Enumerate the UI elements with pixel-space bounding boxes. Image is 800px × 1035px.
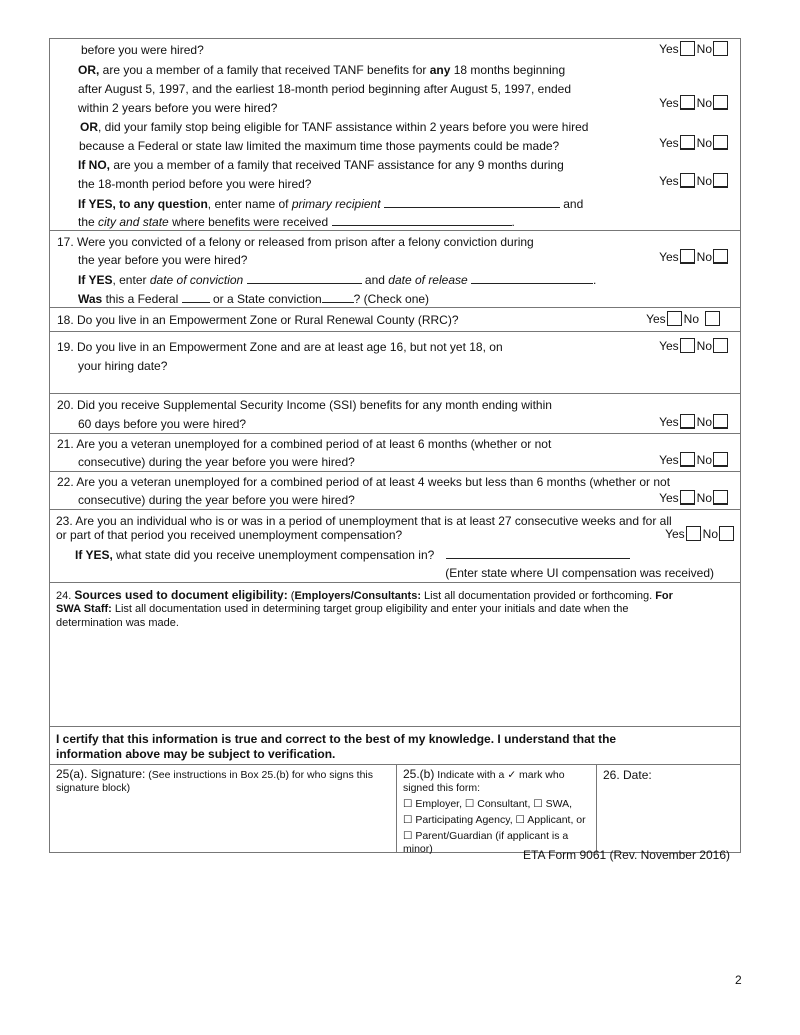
no-checkbox[interactable]: [713, 173, 728, 188]
ui-state-field[interactable]: [446, 547, 630, 559]
q16-or2-line1: OR, did your family stop being eligible for TANF assistance within 2 years before you were hired: [80, 120, 589, 134]
section-q21: [50, 434, 740, 472]
q24-line3: determination was made.: [56, 617, 179, 629]
city-state-field[interactable]: [332, 214, 512, 226]
q16-or1-line3: within 2 years before you were hired?: [78, 101, 278, 115]
form-page: [49, 38, 741, 853]
yes-label: Yes: [659, 339, 679, 353]
yes-checkbox[interactable]: [680, 249, 695, 264]
yes-checkbox[interactable]: [680, 338, 695, 353]
date-of-release-field[interactable]: [471, 272, 593, 284]
q21-yes-no: [659, 452, 730, 467]
q16-yes-no-3: [659, 135, 730, 150]
section-q19: [50, 332, 740, 394]
q17-yes-no: [659, 249, 730, 264]
page-number: 2: [735, 973, 742, 987]
no-label: No: [702, 527, 718, 541]
yes-checkbox[interactable]: [667, 311, 682, 326]
q24-line2: SWA Staff: List all documentation used in determining target group eligibility and enter your initials and date when the: [56, 603, 629, 615]
no-label: No: [683, 312, 699, 326]
no-label: No: [696, 174, 712, 188]
state-check-field[interactable]: [322, 291, 354, 303]
q16-city-line: the city and state where benefits were received .: [78, 215, 515, 229]
q21-line2: consecutive) during the year before you were hired?: [78, 455, 355, 469]
primary-recipient-field[interactable]: [384, 196, 560, 208]
q17-line1: 17. Were you convicted of a felony or released from prison after a felony conviction during: [57, 235, 534, 249]
yes-label: Yes: [665, 527, 685, 541]
q16-or1-line2: after August 5, 1997, and the earliest 18-month period beginning after August 5, 1997, ended: [78, 82, 572, 96]
q22-line2: consecutive) during the year before you were hired?: [78, 493, 355, 507]
q17-dates-line: If YES, enter date of conviction and date of release .: [78, 273, 597, 287]
q16-ifyes-line: If YES, to any question, enter name of primary recipient and: [78, 197, 584, 211]
q16-or2-line2: because a Federal or state law limited the maximum time those payments could be made?: [79, 139, 560, 153]
q19-line1: 19. Do you live in an Empowerment Zone and are at least age 16, but not yet 18, on: [57, 340, 503, 354]
no-label: No: [696, 42, 712, 56]
yes-label: Yes: [659, 415, 679, 429]
q16-yes-no-4: [659, 173, 730, 188]
yes-label: Yes: [659, 136, 679, 150]
no-checkbox[interactable]: [713, 95, 728, 110]
q22-line1: 22. Are you a veteran unemployed for a combined period of at least 4 weeks but less than 6 months (whether or not: [57, 475, 671, 489]
no-label: No: [696, 491, 712, 505]
yes-label: Yes: [659, 491, 679, 505]
section-q23: [50, 510, 740, 583]
no-label: No: [696, 136, 712, 150]
q20-line1: 20. Did you receive Supplemental Security Income (SSI) benefits for any month ending within: [57, 398, 552, 412]
q17-line2: the year before you were hired?: [78, 253, 248, 267]
no-checkbox[interactable]: [705, 311, 720, 326]
no-checkbox[interactable]: [713, 452, 728, 467]
no-checkbox[interactable]: [713, 338, 728, 353]
no-checkbox[interactable]: [713, 490, 728, 505]
no-checkbox[interactable]: [719, 526, 734, 541]
section-q20: [50, 394, 740, 434]
yes-label: Yes: [659, 96, 679, 110]
q16-yes-no-1: [659, 41, 730, 56]
yes-checkbox[interactable]: [680, 41, 695, 56]
certify-line1: I certify that this information is true and correct to the best of my knowledge. I understand that the: [56, 732, 617, 746]
federal-check-field[interactable]: [182, 291, 210, 303]
form-footer: ETA Form 9061 (Rev. November 2016): [523, 848, 730, 862]
yes-checkbox[interactable]: [680, 452, 695, 467]
section-q16-continued: [50, 39, 740, 231]
no-label: No: [696, 339, 712, 353]
certify-line2: information above may be subject to verification.: [56, 747, 336, 761]
yes-label: Yes: [659, 453, 679, 467]
q23-line2: or part of that period you received unemployment compensation?: [56, 528, 403, 542]
section-q22: [50, 472, 740, 510]
q23-note: (Enter state where UI compensation was received): [445, 566, 714, 580]
q16-ifno-line1: If NO, are you a member of a family that received TANF assistance for any 9 months during: [78, 158, 564, 172]
signature-field[interactable]: [50, 765, 396, 852]
certification-section: [50, 727, 740, 765]
yes-label: Yes: [659, 174, 679, 188]
yes-label: Yes: [659, 250, 679, 264]
q18-text: 18. Do you live in an Empowerment Zone or Rural Renewal County (RRC)?: [57, 313, 459, 327]
yes-checkbox[interactable]: [686, 526, 701, 541]
q16-yes-no-2: [659, 95, 730, 110]
yes-checkbox[interactable]: [680, 414, 695, 429]
signer-type-cell: [396, 765, 596, 855]
q16-line: before you were hired?: [81, 43, 204, 57]
no-checkbox[interactable]: [713, 249, 728, 264]
signer-options-3[interactable]: ☐ Parent/Guardian (if applicant is a minor): [403, 830, 569, 855]
no-checkbox[interactable]: [713, 135, 728, 150]
signature-label: 25(a). Signature: (See instructions in Box 25.(b) for who signs this signature block): [56, 767, 373, 794]
date-of-conviction-field[interactable]: [247, 272, 362, 284]
no-label: No: [696, 453, 712, 467]
q16-ifno-line2: the 18-month period before you were hired?: [78, 177, 312, 191]
yes-checkbox[interactable]: [680, 95, 695, 110]
q20-line2: 60 days before you were hired?: [78, 417, 247, 431]
q20-yes-no: [659, 414, 730, 429]
no-label: No: [696, 415, 712, 429]
yes-checkbox[interactable]: [680, 135, 695, 150]
date-field[interactable]: [596, 765, 740, 852]
signer-type-label: 25.(b) Indicate with a ✓ mark who signed this form:: [403, 767, 565, 794]
q16-or1-line1: OR, are you a member of a family that received TANF benefits for any 18 months beginning: [78, 63, 566, 77]
signer-options-1[interactable]: ☐ Employer, ☐ Consultant, ☐ SWA,: [403, 798, 573, 810]
sources-textarea[interactable]: [50, 633, 740, 726]
q22-yes-no: [659, 490, 730, 505]
q23-line1: 23. Are you an individual who is or was in a period of unemployment that is at least 27 consecutive weeks and for all: [56, 514, 672, 528]
section-q24: [50, 583, 740, 727]
yes-label: Yes: [659, 42, 679, 56]
no-label: No: [696, 250, 712, 264]
yes-checkbox[interactable]: [680, 173, 695, 188]
date-label: 26. Date:: [603, 768, 652, 782]
section-q18: [50, 308, 740, 332]
yes-checkbox[interactable]: [680, 490, 695, 505]
q23-yes-no: [665, 526, 736, 541]
yes-label: Yes: [646, 312, 666, 326]
no-checkbox[interactable]: [713, 41, 728, 56]
q23-ifyes-line: If YES, what state did you receive unemployment compensation in?: [75, 547, 630, 562]
q18-yes-no: [646, 311, 722, 326]
no-label: No: [696, 96, 712, 110]
q21-line1: 21. Are you a veteran unemployed for a combined period of at least 6 months (whether or not: [57, 437, 552, 451]
q24-line1: 24. Sources used to document eligibility: (Employers/Consultants: List all documentation provided or forthcoming. For: [56, 588, 673, 602]
q19-line2: your hiring date?: [78, 359, 168, 373]
q17-was-line: Was this a Federal or a State conviction ? (Check one): [78, 292, 430, 306]
q19-yes-no: [659, 338, 730, 353]
no-checkbox[interactable]: [713, 414, 728, 429]
section-q17: [50, 231, 740, 308]
signer-options-2[interactable]: ☐ Participating Agency, ☐ Applicant, or: [403, 814, 586, 826]
signature-row: [50, 765, 740, 853]
